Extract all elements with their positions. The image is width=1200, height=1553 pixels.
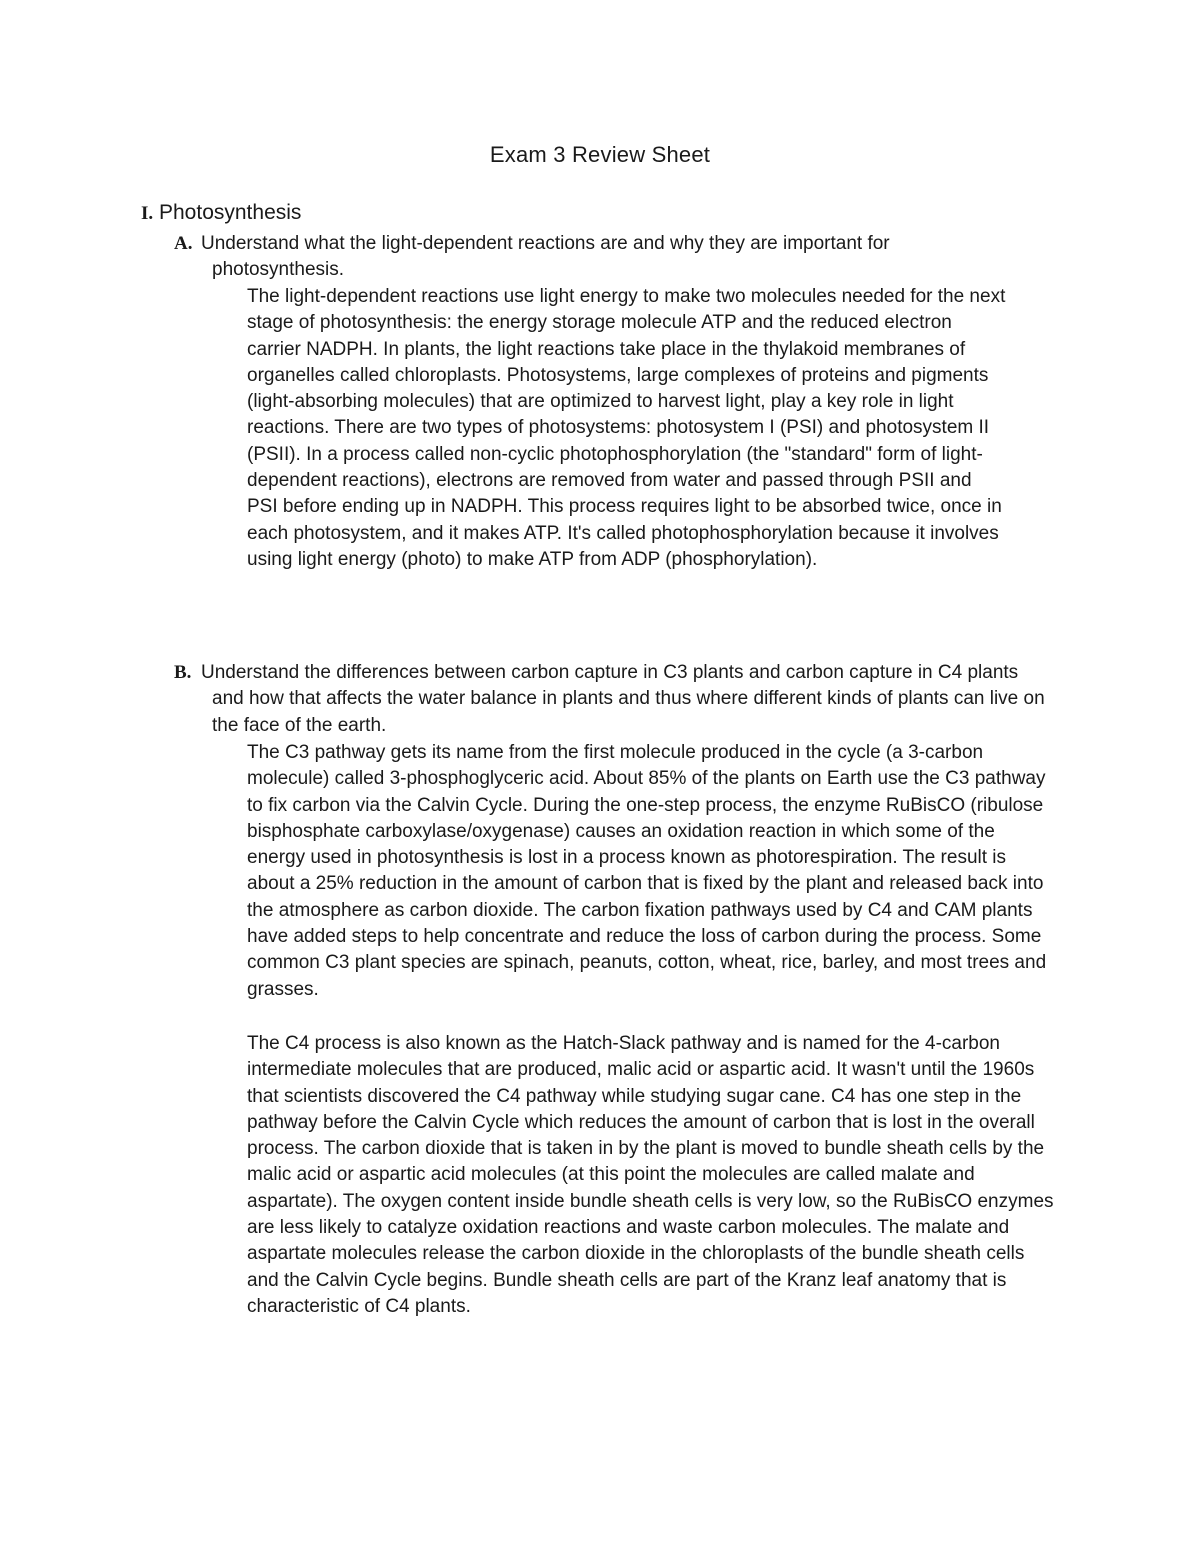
item-a-prompt-line <box>174 231 994 284</box>
section-heading <box>141 198 301 229</box>
item-a-marker: A. <box>174 233 193 254</box>
item-b-answer-paragraph-c3: The C3 pathway gets its name from the first molecule produced in the cycle (a 3-carbon molecule) called 3-phosphoglyceric acid. About 85% of the plants on Earth use the C3 pathway to fix carbon via the Calvin Cycle. During the one-step process, the enzyme RuBisCO (ribulose bisphosphate carboxylase/oxygenase) causes an oxidation reaction in which some of the energy used in photosynthesis is lost in a process known as photorespiration. The result is about a 25% reduction in the amount of carbon that is fixed by the plant and released back into the atmosphere as carbon dioxide. The carbon fixation pathways used by C4 and CAM plants have added steps to help concentrate and reduce the loss of carbon during the process. Some common C3 plant species are spinach, peanuts, cotton, wheat, rice, barley, and most trees and grasses. <box>247 742 1047 1000</box>
item-b-prompt-line <box>174 660 1054 739</box>
section-title: Photosynthesis <box>159 201 302 224</box>
item-b-marker: B. <box>174 662 192 683</box>
item-a <box>174 231 994 284</box>
item-a-prompt: Understand what the light-dependent reactions are and why they are important for photosynthesis. <box>201 233 890 281</box>
item-a-answer-paragraph: The light-dependent reactions use light energy to make two molecules needed for the next stage of photosynthesis: the energy storage molecule ATP and the reduced electron carrier NADPH. In plants, the light reactions take place in the thylakoid membranes of organelles called chloroplasts. Photosystems, large complexes of proteins and pigments (light-absorbing molecules) that are optimized to harvest light, play a key role in light reactions. There are two types of photosystems: photosystem I (PSI) and photosystem II (PSII). In a process called non-cyclic photophosphorylation (the "standard" form of light-dependent reactions), electrons are removed from water and passed through PSII and PSI before ending up in NADPH. This process requires light to be absorbed twice, once in each photosystem, and it makes ATP. It's called photophosphorylation because it involves using light energy (photo) to make ATP from ADP (phosphorylation). <box>247 286 1006 570</box>
page-title: Exam 3 Review Sheet <box>489 142 711 167</box>
item-b <box>174 660 1054 739</box>
item-b-answer-paragraph-c4: The C4 process is also known as the Hatch-Slack pathway and is named for the 4-carbon intermediate molecules that are produced, malic acid or aspartic acid. It wasn't until the 1960s that scientists discovered the C4 pathway while studying sugar cane. C4 has one step in the pathway before the Calvin Cycle which reduces the amount of carbon that is lost in the overall process. The carbon dioxide that is taken in by the plant is moved to bundle sheath cells by the malic acid or aspartic acid molecules (at this point the molecules are called malate and aspartate). The oxygen content inside bundle sheath cells is very low, so the RuBisCO enzymes are less likely to catalyze oxidation reactions and waste carbon molecules. The malate and aspartate molecules release the carbon dioxide in the chloroplasts of the bundle sheath cells and the Calvin Cycle begins. Bundle sheath cells are part of the Kranz leaf anatomy that is characteristic of C4 plants. <box>247 1033 1054 1317</box>
item-b-prompt: Understand the differences between carbon capture in C3 plants and carbon capture in C4 plants and how that affects the water balance in plants and thus where different kinds of plants can live on the face of the earth. <box>201 662 1045 736</box>
section-marker: I. <box>141 203 154 224</box>
